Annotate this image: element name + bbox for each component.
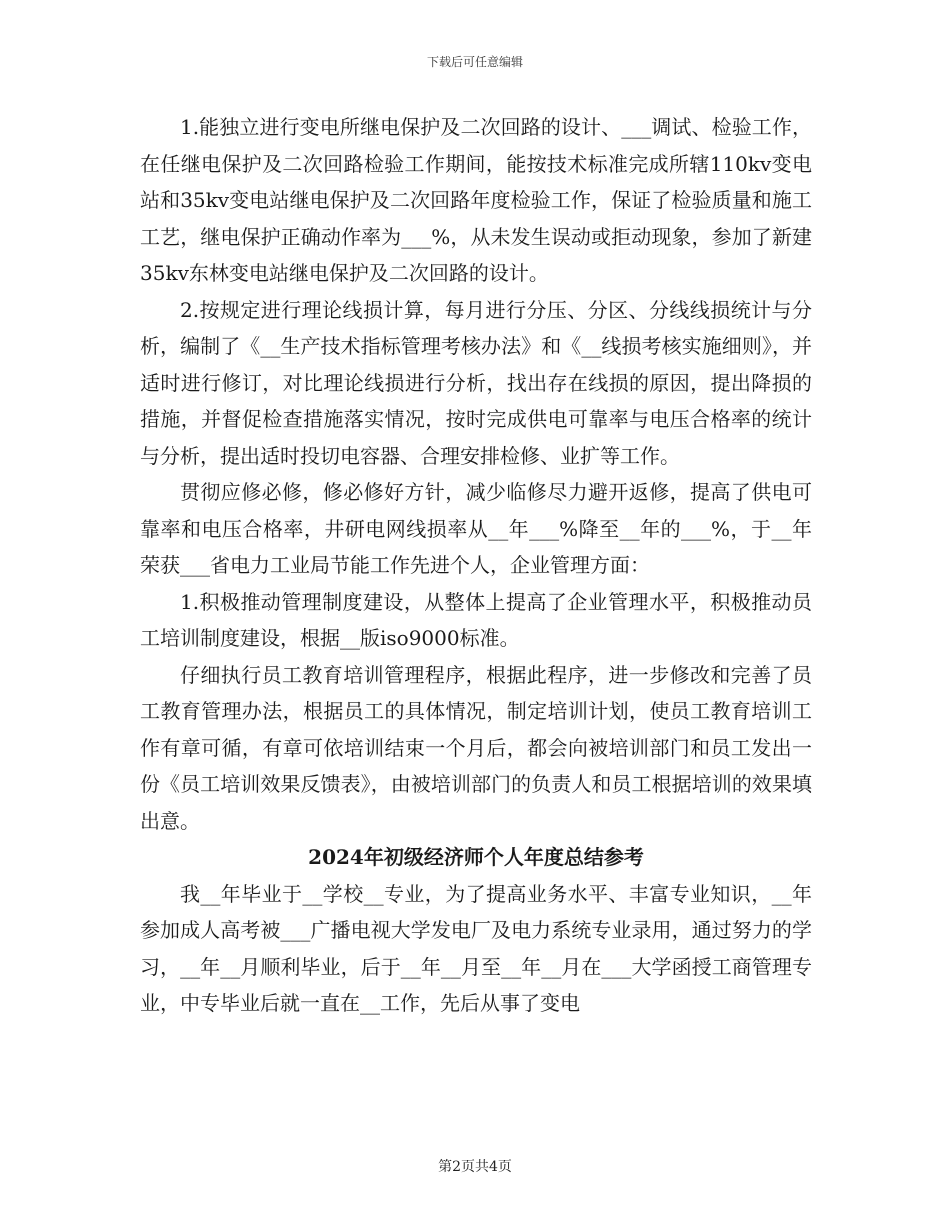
page-footer: 第2页共4页 [438,1159,512,1175]
paragraph-relay-protection: 1.能独立进行变电所继电保护及二次回路的设计、___调试、检验工作，在任继电保护及二次回路检验工作期间，能按技术标准完成所辖110kv变电站和35kv变电站继电保护及二次回路年度检验工作，保证了检验质量和施工工艺，继电保护正确动作率为___%，从未发生误动或拒动现象，参加了新建35kv东林变电站继电保护及二次回路的设计。 [140,115,812,285]
paragraph-maintenance: 贯彻应修必修，修必修好方针，减少临修尽力避开返修，提高了供电可靠率和电压合格率，井研电网线损率从__年___%降至__年的___%，于__年荣获___省电力工业局节能工作先进个人，企业管理方面： [140,480,812,577]
paragraph-training: 仔细执行员工教育培训管理程序，根据此程序，进一步修改和完善了员工教育管理办法，根据员工的具体情况，制定培训计划，使员工教育培训工作有章可循，有章可依培训结束一个月后，都会向被培训部门和员工发出一份《员工培训效果反馈表》，由被培训部门的负责人和员工根据培训的效果填出意。 [140,662,812,833]
paragraph-management-system: 1.积极推动管理制度建设，从整体上提高了企业管理水平，积极推动员工培训制度建设，根据__版iso9000标准。 [140,589,812,650]
paragraph-line-loss: 2.按规定进行理论线损计算，每月进行分压、分区、分线线损统计与分析，编制了《__生产技术指标管理考核办法》和《__线损考核实施细则》，并适时进行修订，对比理论线损进行分析，找出存在线损的原因，提出降损的措施，并督促检查措施落实情况，按时完成供电可靠率与电压合格率的统计与分析，提出适时投切电容器、合理安排检修、业扩等工作。 [140,297,812,468]
paragraph-biography: 我__年毕业于__学校__专业，为了提高业务水平、丰富专业知识，__年参加成人高考被___广播电视大学发电厂及电力系统专业录用，通过努力的学习，__年__月顺利毕业，后于__年__月至__年__月在___大学函授工商管理专业，中专毕业后就一直在__工作，先后从事了变电 [140,881,812,1015]
section-title: 2024年初级经济师个人年度总结参考 [308,845,644,869]
page-header: 下载后可任意编辑 [426,55,523,69]
document-body [140,109,812,1022]
